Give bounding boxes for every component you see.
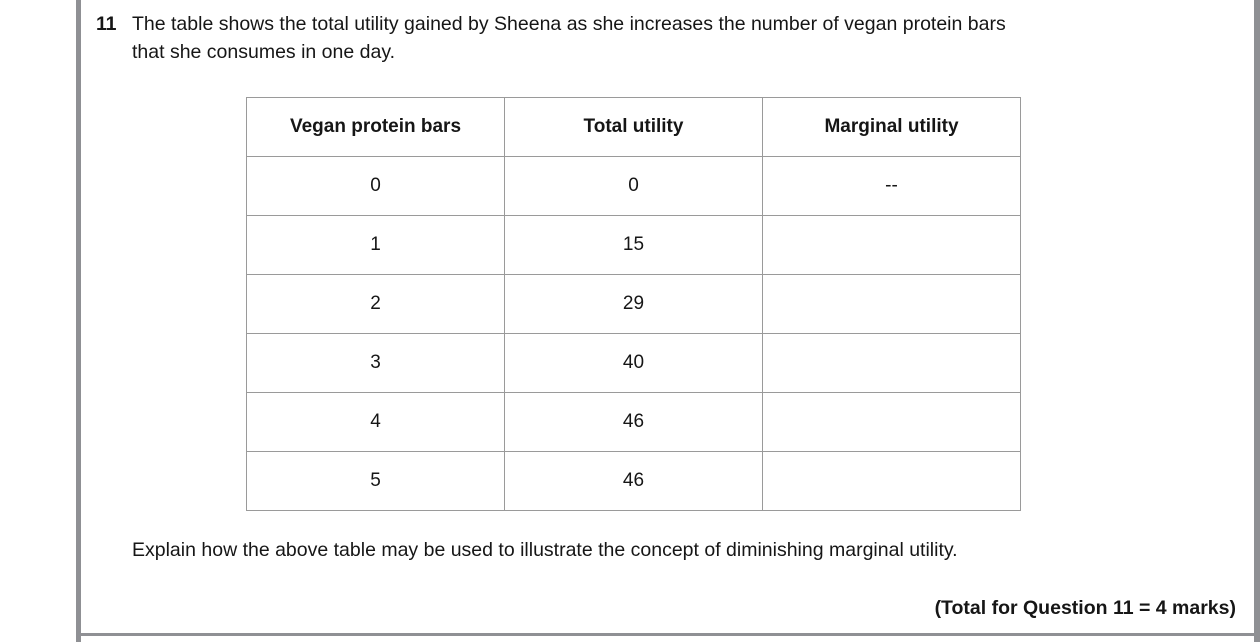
page-bottom-rule [81,633,1254,636]
table-row [247,275,1021,334]
cell-bars: 5 [247,452,505,511]
cell-bars: 2 [247,275,505,334]
cell-marginal-utility [763,334,1021,393]
cell-bars: 3 [247,334,505,393]
utility-table [246,97,1021,511]
cell-total-utility: 0 [505,157,763,216]
total-marks-label: (Total for Question 11 = 4 marks) [934,597,1236,619]
table-row [247,157,1021,216]
cell-bars: 0 [247,157,505,216]
question-stem-text: The table shows the total utility gained by Sheena as she increases the number of vegan protein bars that she consumes in one day. [132,13,1006,63]
question-number: 11 [96,13,117,35]
cell-total-utility: 46 [505,452,763,511]
cell-marginal-utility [763,275,1021,334]
question-stem-line [96,10,1230,66]
table-row [247,452,1021,511]
cell-total-utility: 40 [505,334,763,393]
cell-marginal-utility [763,452,1021,511]
question-instruction-text: Explain how the above table may be used to illustrate the concept of diminishing marginal utility. [132,539,958,561]
table-row [247,334,1021,393]
page-right-margin-rule [1254,0,1260,642]
table-header-row [247,98,1021,157]
column-header-total-utility: Total utility [505,98,763,157]
cell-total-utility: 46 [505,393,763,452]
cell-marginal-utility [763,393,1021,452]
cell-total-utility: 15 [505,216,763,275]
cell-marginal-utility [763,216,1021,275]
column-header-vegan-protein-bars: Vegan protein bars [247,98,505,157]
cell-bars: 4 [247,393,505,452]
page-left-edge [0,0,6,642]
table-row [247,216,1021,275]
question-content [96,10,1230,564]
cell-bars: 1 [247,216,505,275]
cell-marginal-utility: -- [763,157,1021,216]
cell-total-utility: 29 [505,275,763,334]
column-header-marginal-utility: Marginal utility [763,98,1021,157]
table-row [247,393,1021,452]
page-left-margin-rule [76,0,81,642]
